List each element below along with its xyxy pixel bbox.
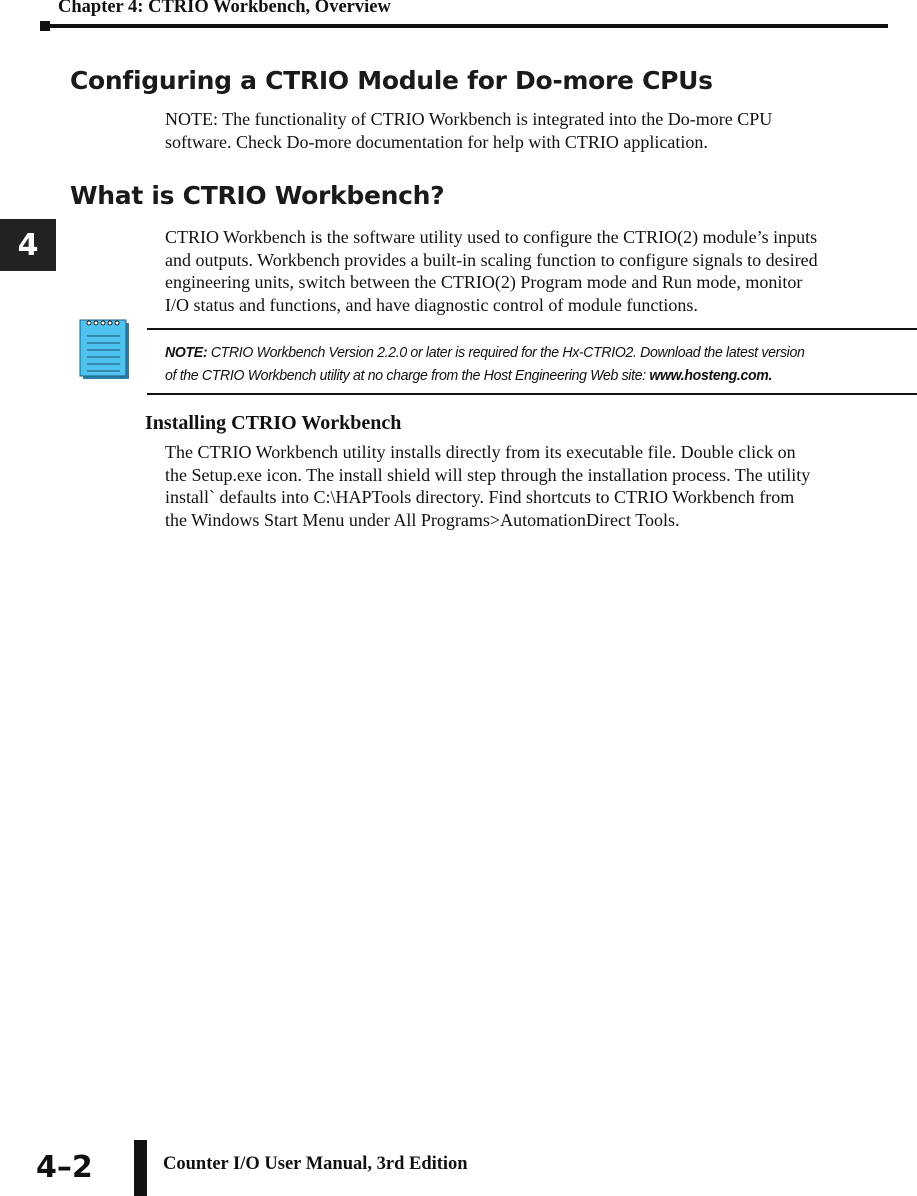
- hosteng-link[interactable]: www.hosteng.com.: [649, 367, 773, 384]
- note-label: NOTE:: [165, 344, 208, 361]
- note-line-2: of the CTRIO Workbench utility at no charge from the Host Engineering Web site:: [165, 367, 650, 384]
- page-number: 4–2: [36, 1150, 93, 1185]
- installing-line: The CTRIO Workbench utility installs directly from its executable file. Double click on: [165, 442, 796, 462]
- note-top-rule: [147, 328, 917, 330]
- installing-line: the Setup.exe icon. The install shield will step through the installation process. The utility: [165, 464, 811, 485]
- chapter-tab: 4: [0, 219, 56, 271]
- what-is-line: I/O status and functions, and have diagnostic control of module functions.: [165, 294, 698, 315]
- configuring-paragraph: [165, 108, 910, 153]
- heading-what-is: What is CTRIO Workbench?: [70, 181, 445, 210]
- footer-bar: [134, 1140, 147, 1196]
- what-is-line: CTRIO Workbench is the software utility used to configure the CTRIO(2) module’s inputs: [165, 227, 818, 247]
- installing-line: the Windows Start Menu under All Programs>AutomationDirect Tools.: [165, 509, 680, 530]
- what-is-line: engineering units, switch between the CTRIO(2) Program mode and Run mode, monitor: [165, 272, 803, 292]
- heading-configuring: Configuring a CTRIO Module for Do-more CPUs: [70, 66, 713, 95]
- what-is-paragraph: [165, 226, 910, 316]
- note-line-1: CTRIO Workbench Version 2.2.0 or later is required for the Hx-CTRIO2. Download the latest version: [207, 344, 805, 361]
- what-is-line: and outputs. Workbench provides a built-in scaling function to configure signals to desired: [165, 249, 818, 270]
- footer-manual-title: Counter I/O User Manual, 3rd Edition: [163, 1154, 468, 1174]
- header-rule: [42, 24, 888, 28]
- installing-line: install` defaults into C:\HAPTools directory. Find shortcuts to CTRIO Workbench from: [165, 487, 795, 507]
- notepad-icon: [78, 318, 134, 382]
- installing-paragraph: [165, 441, 910, 531]
- heading-installing: Installing CTRIO Workbench: [145, 412, 402, 434]
- configuring-line: software. Check Do-more documentation for help with CTRIO application.: [165, 131, 708, 152]
- chapter-header: Chapter 4: CTRIO Workbench, Overview: [58, 0, 391, 17]
- note-bottom-rule: [147, 393, 917, 395]
- note-text: [165, 341, 872, 387]
- configuring-line: NOTE: The functionality of CTRIO Workbench is integrated into the Do-more CPU: [165, 109, 773, 129]
